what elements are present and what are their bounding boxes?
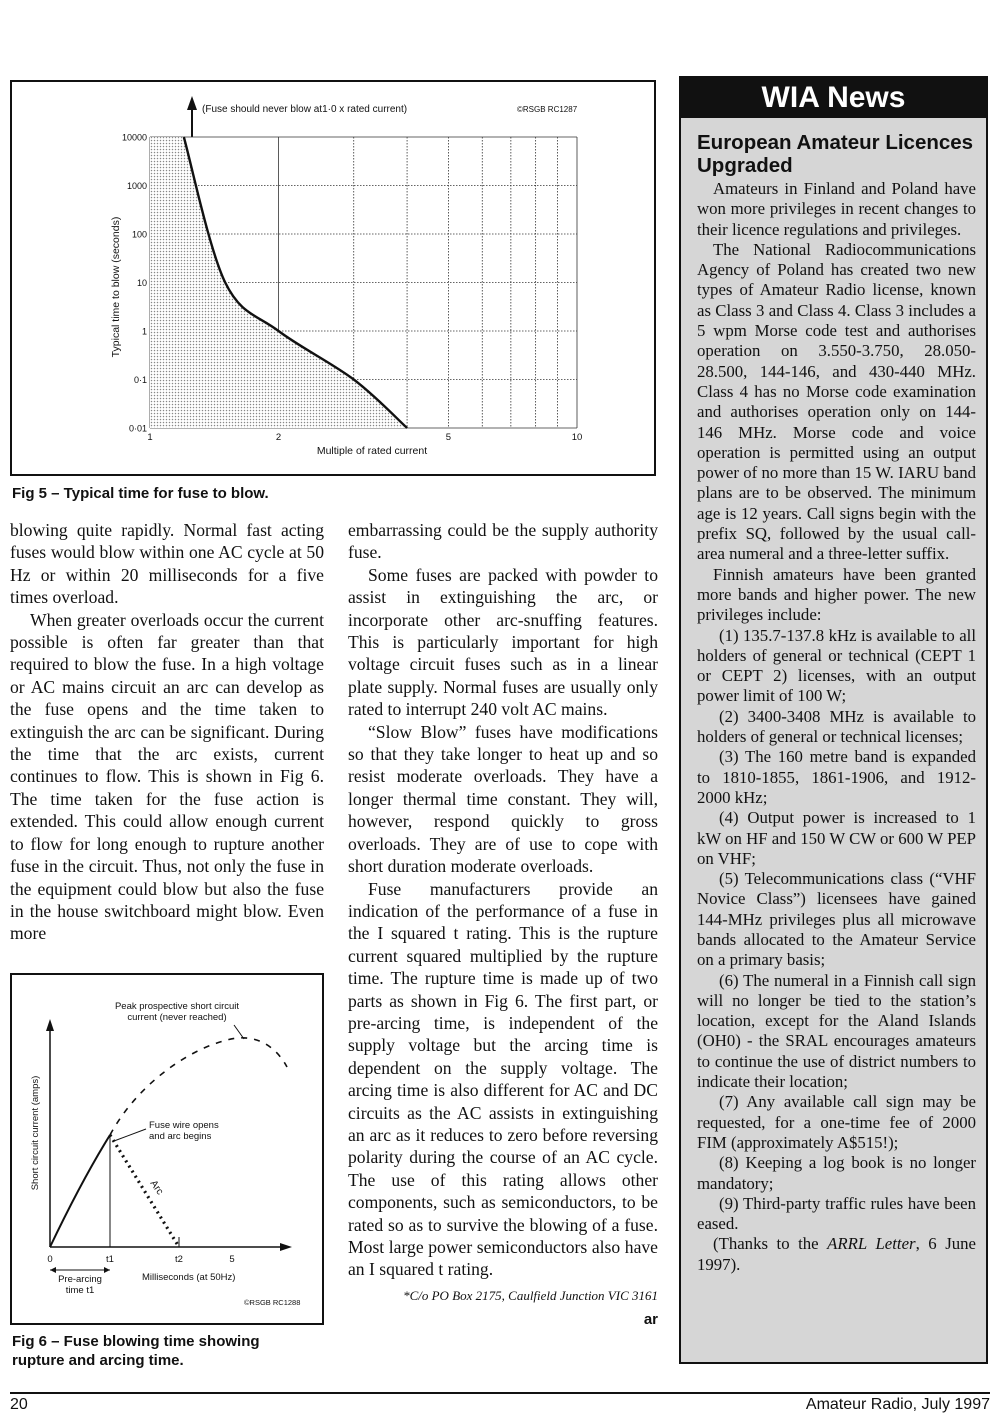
thanks-source: ARRL Letter (827, 1234, 916, 1254)
fig6-fuse-pointer (114, 1129, 146, 1141)
column-2 (348, 519, 658, 1331)
fig5-copyright: ©RSGB RC1287 (517, 105, 578, 114)
fig6-current-rise (50, 1135, 110, 1247)
sidebar-paragraph-2: The National Radiocommunications Agency of Poland has created two new types of Amateur Radio license, known as Class 3 and Class 4. Class 3 includes a 5 wpm Morse code test and authorises operation on 3.550-3.750, 28.050-28.500, 144-146, and 430-440 MHz. Class 4 has no Morse code examination and authorises operation only on 144-146 MHz. Morse code and voice operation is permitted using an output power of no more than 15 W. IARU band plans are to be observed. The minimum age is 12 years. Call signs begin with the prefix SQ, followed by the usual call-area numeral and a three-letter suffix. (697, 239, 976, 564)
fig5-caption: Fig 5 – Typical time for fuse to blow. (12, 485, 269, 502)
fig6-peak-label-1: Peak prospective short circuit (114, 1001, 240, 1012)
fig6-fuse-label-1: Fuse wire opens (149, 1120, 219, 1131)
fig6-prearcing-1: Pre-arcing (58, 1274, 102, 1285)
fig6-frame (10, 973, 324, 1325)
col2-paragraph-4: Fuse manufacturers provide an indication of the performance of a fuse in the I squared t rating. This is the rupture current squared multiplied by the rupture time. The rupture time is made up of two parts as shown in Fig 6. The first part, or pre-arcing time, is independent of the supply voltage but the arcing time is dependent on the supply voltage. The arcing time is also different for AC and DC circuits as the AC assists in extinguishing an arc as it reduces to zero before reversing polarity during the course of an AC cycle. The use of this rating allows other components, such as semiconductors, to be rated so as to survive the blowing of a fuse. Most large power semiconductors also have an I squared t rating. (348, 878, 658, 1280)
fig5-ytick-label: 0·1 (133, 375, 147, 385)
col1-paragraph-1: blowing quite rapidly. Normal fast acting fuses would blow within one AC cycle at 50 Hz or within 20 milliseconds for a five times overload. (10, 520, 324, 608)
fig5-xlabel: Multiple of rated current (316, 445, 428, 457)
fig6-xtick-5: 5 (229, 1254, 235, 1265)
fig5-ytick-label: 100 (131, 229, 147, 240)
fig6-caption-line-2: rupture and arcing time. (12, 1352, 184, 1369)
sidebar-headline: European Amateur Licences Upgraded (697, 131, 974, 177)
fig6-xtick-t2: t2 (175, 1254, 183, 1265)
sidebar-header: WIA News (681, 78, 986, 118)
fig6-y-arrowhead (46, 1019, 54, 1031)
fig5-xtick-label: 2 (275, 432, 282, 443)
col2-paragraph-1: embarrassing could be the supply authority fuse. (348, 520, 658, 563)
footer-rule (10, 1392, 990, 1394)
fig5-ytick-label: 0·01 (128, 423, 147, 434)
column-1 (10, 519, 324, 945)
col1-paragraph-2: When greater overloads occur the current possible is often far greater than that required to blow the fuse. In a high voltage or AC mains circuit an arc can develop as the fuse opens and the time taken to extinguish the arc can be significant. During the time that the arc exists, current continues to flow. This is shown in Fig 6. The time taken for the fuse action is extended. This could allow enough current to flow for long enough to rupture another fuse in the circuit. Thus, not only the fuse in the equipment could blow but also the fuse in the house switchboard might blow. Even more (10, 609, 324, 944)
fig5-xtick-label: 1 (147, 432, 153, 443)
sidebar-thanks (697, 1234, 976, 1275)
col2-paragraph-3: “Slow Blow” fuses have modifications so that they take longer to heat up and so resist moderate overloads. They have a longer thermal time constant. They will, however, respond quickly to gross overloads. They are of use to cope with short duration moderate overloads. (348, 721, 658, 877)
fig5-arrowhead (187, 96, 197, 110)
fig6-ylabel: Short circuit current (amps) (30, 1075, 41, 1191)
fig6-prearcing-2: time t1 (65, 1285, 95, 1296)
privilege-item-5: (5) Telecommunications class (“VHF Novice Class”) licensees have gained 144-MHz privileges plus all microwave bands allocated to the Amateur Service on a primary basis; (697, 869, 976, 970)
fig6-arc-label: Arc (147, 1178, 166, 1198)
fig5-note: (Fuse should never blow at1·0 x rated current) (202, 104, 408, 115)
sidebar-body (681, 177, 986, 1275)
fig5-ylabel: Typical time to blow (seconds) (110, 216, 122, 358)
fig6-arc-decay (110, 1135, 179, 1247)
fig5-xtick-label: 5 (445, 432, 452, 443)
col2-paragraph-2: Some fuses are packed with powder to assist in extinguishing the arc, or incorporate other arc-snuffing features. This is particularly important for high voltage circuit fuses such as in a linear plate supply. Normal fuses are usually only rated to interrupt 240 volt AC mains. (348, 564, 658, 720)
fig6-peak-pointer (234, 1025, 244, 1039)
sidebar-paragraph-1: Amateurs in Finland and Poland have won more privileges in recent changes to their licence regulations and privileges. (697, 179, 976, 239)
fig6-fuse-label-2: and arc begins (149, 1131, 212, 1142)
sidebar-paragraph-3: Finnish amateurs have been granted more bands and higher power. The new privileges include: (697, 564, 976, 625)
thanks-prefix: (Thanks to the (713, 1234, 828, 1254)
fig6-caption-line-1: Fig 6 – Fuse blowing time showing (12, 1333, 260, 1350)
fig5-chart (12, 82, 654, 474)
end-mark: ar (643, 1310, 658, 1328)
thanks-suffix: , 6 June 1997). (697, 1234, 976, 1274)
fig6-chart (12, 975, 322, 1323)
page-number: 20 (10, 1396, 28, 1413)
privilege-item-7: (7) Any available call sign may be requested, for a one-time fee of 2000 FIM (approximately A$515!); (697, 1092, 976, 1152)
privilege-item-4: (4) Output power is increased to 1 kW on HF and 150 W CW or 600 W PEP on VHF; (697, 808, 976, 868)
fig5-ytick-label: 10 (136, 278, 147, 288)
privilege-item-2: (2) 3400-3408 MHz is available to holders of general or technical licenses; (697, 706, 976, 747)
fig6-xtick-t1: t1 (106, 1254, 114, 1265)
publication-name: Amateur Radio, July 1997 (805, 1396, 990, 1413)
fig6-peak-label-2: current (never reached) (127, 1012, 227, 1023)
fig6-xtick-0: 0 (47, 1254, 53, 1265)
privilege-item-6: (6) The numeral in a Finnish call sign will no longer be tied to the station’s location, except for the Aland Islands (OH0) - the SRAL encourages amateurs to continue the use of district numbers to indicate their location; (697, 970, 976, 1092)
author-footnote: *C/o PO Box 2175, Caulfield Junction VIC 3161 (403, 1287, 658, 1303)
privilege-item-9: (9) Third-party traffic rules have been eased. (697, 1193, 976, 1234)
privilege-item-3: (3) The 160 metre band is expanded to 1810-1855, 1861-1906, and 1912-2000 kHz; (697, 747, 976, 807)
fig6-prearcing-arrow-right (104, 1267, 110, 1273)
fig5-ytick-label: 1000 (126, 181, 147, 191)
fig5-ytick-label: 1 (141, 326, 147, 337)
fig5-frame (10, 80, 656, 476)
fig6-xlabel: Milliseconds (at 50Hz) (142, 1272, 236, 1283)
privilege-item-1: (1) 135.7-137.8 kHz is available to all holders of general or technical (CEPT 1 or CEPT 2) licenses, with an output power limit of 100 W; (697, 625, 976, 706)
fig5-xtick-label: 10 (571, 432, 583, 443)
fig6-prearcing-arrow-left (50, 1267, 56, 1273)
wia-news-sidebar (679, 76, 988, 1364)
fig6-caption (12, 1332, 260, 1370)
fig6-x-arrowhead (280, 1243, 292, 1251)
fig5-ytick-label: 10000 (121, 132, 147, 143)
fig6-copyright: ©RSGB RC1288 (244, 1298, 301, 1307)
privilege-item-8: (8) Keeping a log book is no longer mandatory; (697, 1153, 976, 1193)
